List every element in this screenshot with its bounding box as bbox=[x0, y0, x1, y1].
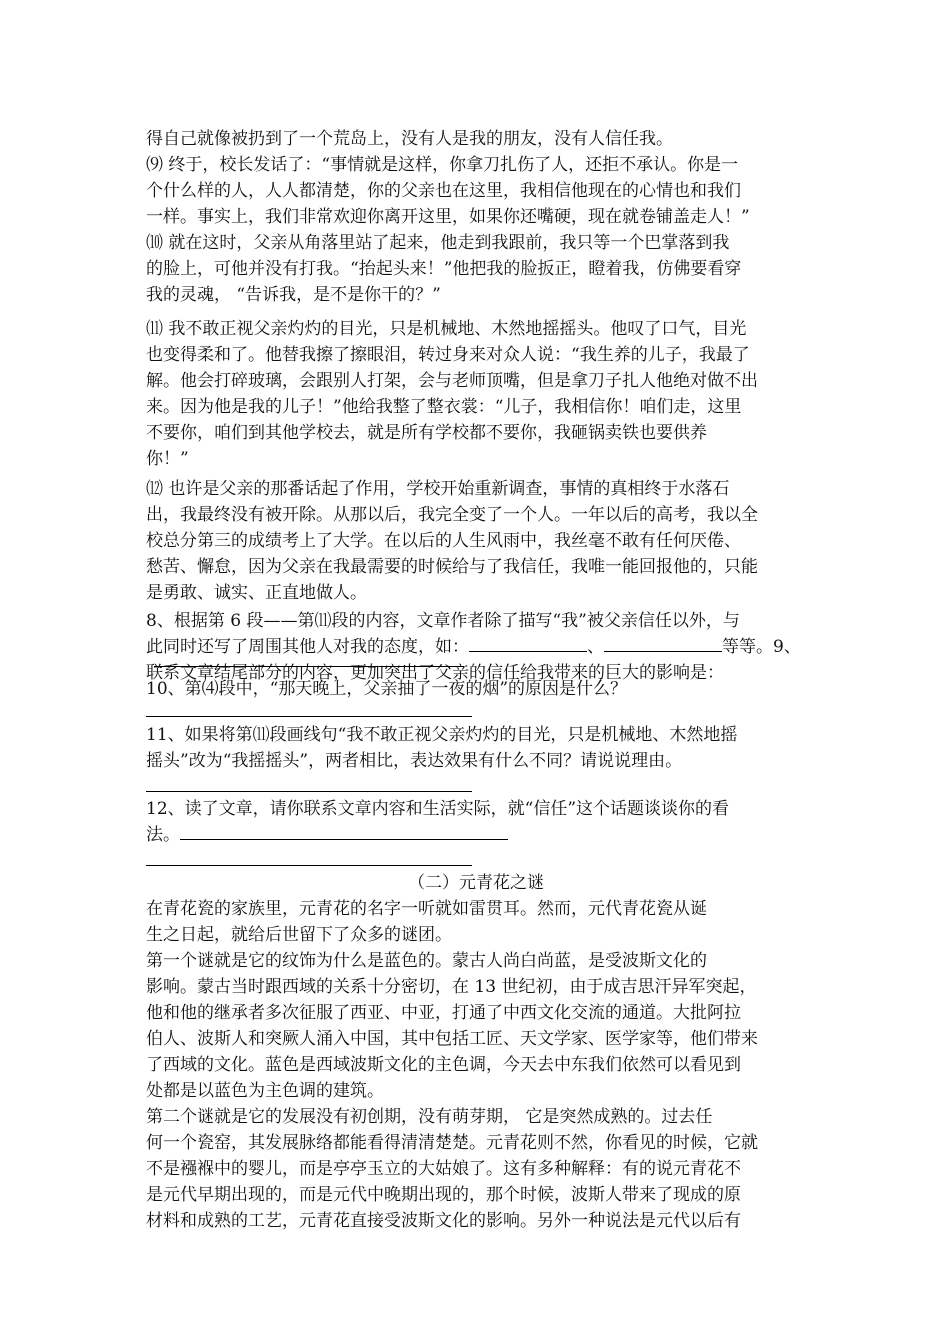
passage-line: 解。他会打碎玻璃，会跟别人打架，会与老师顶嘴，但是拿刀子扎人他绝对做不出 bbox=[146, 371, 758, 391]
section-line: 伯人、波斯人和突厥人涌入中国，其中包括工匠、天文学家、医学家等，他们带来 bbox=[146, 1029, 758, 1049]
question-12-line bbox=[146, 822, 508, 848]
passage-line: 是勇敢、诚实、正直地做人。 bbox=[146, 583, 367, 603]
answer-line[interactable] bbox=[146, 865, 472, 866]
question-8-text: 此同时还写了周围其他人对我的态度，如： bbox=[146, 637, 469, 657]
passage-line: 校总分第三的成绩考上了大学。在以后的人生风雨中，我丝毫不敢有任何厌倦、 bbox=[146, 531, 741, 551]
section-title: （二）元青花之谜 bbox=[408, 873, 544, 893]
passage-line: 愁苦、懈怠，因为父亲在我最需要的时候给与了我信任，我唯一能回报他的，只能 bbox=[146, 557, 758, 577]
passage-line: 个什么样的人，人人都清楚，你的父亲也在这里，我相信他现在的心情也和我们 bbox=[146, 181, 741, 201]
section-line: 他和他的继承者多次征服了西亚、中亚，打通了中西文化交流的通道。大批阿拉 bbox=[146, 1003, 741, 1023]
answer-blank[interactable] bbox=[604, 637, 722, 652]
question-10: 10、第⑷段中，“那天晚上，父亲抽了一夜的烟”的原因是什么？ bbox=[146, 679, 628, 699]
section-line: 是元代早期出现的，而是元代中晚期出现的，那个时候，波斯人带来了现成的原 bbox=[146, 1185, 741, 1205]
passage-line: 你！” bbox=[146, 449, 189, 469]
passage-line: ⑽ 就在这时，父亲从角落里站了起来，他走到我跟前，我只等一个巴掌落到我 bbox=[146, 233, 730, 253]
passage-line: 不要你，咱们到其他学校去，就是所有学校都不要你，我砸锅卖铁也要供养 bbox=[146, 423, 707, 443]
passage-line: 得自己就像被扔到了一个荒岛上，没有人是我的朋友，没有人信任我。 bbox=[146, 129, 673, 149]
passage-line: 的脸上，可他并没有打我。“抬起头来！”他把我的脸扳正，瞪着我，仿佛要看穿 bbox=[146, 259, 742, 279]
passage-line: 我的灵魂， “告诉我，是不是你干的？” bbox=[146, 285, 441, 305]
answer-line[interactable] bbox=[146, 716, 472, 717]
question-11-line: 11、如果将第⑾段画线句“我不敢正视父亲灼灼的目光，只是机械地、木然地摇 bbox=[146, 725, 738, 745]
question-12-text: 法。 bbox=[146, 825, 180, 845]
question-12-line: 12、读了文章，请你联系文章内容和生活实际，就“信任”这个话题谈谈你的看 bbox=[146, 799, 730, 819]
question-8-separator: 、 bbox=[587, 637, 604, 657]
answer-blank[interactable] bbox=[180, 825, 508, 840]
answer-blank[interactable] bbox=[469, 637, 587, 652]
question-8-line bbox=[146, 634, 801, 660]
passage-line: ⑿ 也许是父亲的那番话起了作用，学校开始重新调查，事情的真相终于水落石 bbox=[146, 479, 730, 499]
section-line: 第二个谜就是它的发展没有初创期，没有萌芽期， 它是突然成熟的。过去任 bbox=[146, 1107, 713, 1127]
answer-line[interactable] bbox=[154, 666, 464, 667]
passage-line: 也变得柔和了。他替我擦了擦眼泪，转过身来对众人说：“我生养的儿子，我最了 bbox=[146, 345, 750, 365]
section-line: 了西域的文化。蓝色是西域波斯文化的主色调，今天去中东我们依然可以看见到 bbox=[146, 1055, 741, 1075]
section-line: 在青花瓷的家族里，元青花的名字一听就如雷贯耳。然而，元代青花瓷从诞 bbox=[146, 899, 707, 919]
question-9-line: 联系文章结尾部分的内容，更加突出了父亲的信任给我带来的巨大的影响是： bbox=[146, 663, 724, 683]
section-line: 生之日起，就给后世留下了众多的谜团。 bbox=[146, 925, 452, 945]
section-line: 何一个瓷窑，其发展脉络都能看得清清楚楚。元青花则不然，你看见的时候，它就 bbox=[146, 1133, 758, 1153]
answer-line[interactable] bbox=[146, 791, 472, 792]
passage-line: 来。因为他是我的儿子！”他给我整了整衣裳：“儿子，我相信你！咱们走，这里 bbox=[146, 397, 742, 417]
question-8-tail: 等等。9、 bbox=[722, 637, 801, 657]
passage-line: 一样。事实上，我们非常欢迎你离开这里，如果你还嘴硬，现在就卷铺盖走人！” bbox=[146, 207, 750, 227]
section-line: 材料和成熟的工艺，元青花直接受波斯文化的影响。另外一种说法是元代以后有 bbox=[146, 1211, 741, 1231]
section-line: 不是襁褓中的婴儿，而是亭亭玉立的大姑娘了。这有多种解释：有的说元青花不 bbox=[146, 1159, 741, 1179]
passage-line: ⑾ 我不敢正视父亲灼灼的目光，只是机械地、木然地摇摇头。他叹了口气，目光 bbox=[146, 319, 747, 339]
section-line: 影响。蒙古当时跟西域的关系十分密切，在 13 世纪初，由于成吉思汗异军突起， bbox=[146, 977, 757, 997]
question-8-line: 8、根据第 6 段——第⑾段的内容，文章作者除了描写“我”被父亲信任以外，与 bbox=[146, 611, 740, 631]
section-line: 处都是以蓝色为主色调的建筑。 bbox=[146, 1081, 384, 1101]
question-11-line: 摇头”改为“我摇摇头”，两者相比，表达效果有什么不同？请说说理由。 bbox=[146, 751, 683, 771]
section-line: 第一个谜就是它的纹饰为什么是蓝色的。蒙古人尚白尚蓝，是受波斯文化的 bbox=[146, 951, 707, 971]
passage-line: 出，我最终没有被开除。从那以后，我完全变了一个人。一年以后的高考，我以全 bbox=[146, 505, 758, 525]
passage-line: ⑼ 终于，校长发话了：“事情就是这样，你拿刀扎伤了人，还拒不承认。你是一 bbox=[146, 155, 739, 175]
